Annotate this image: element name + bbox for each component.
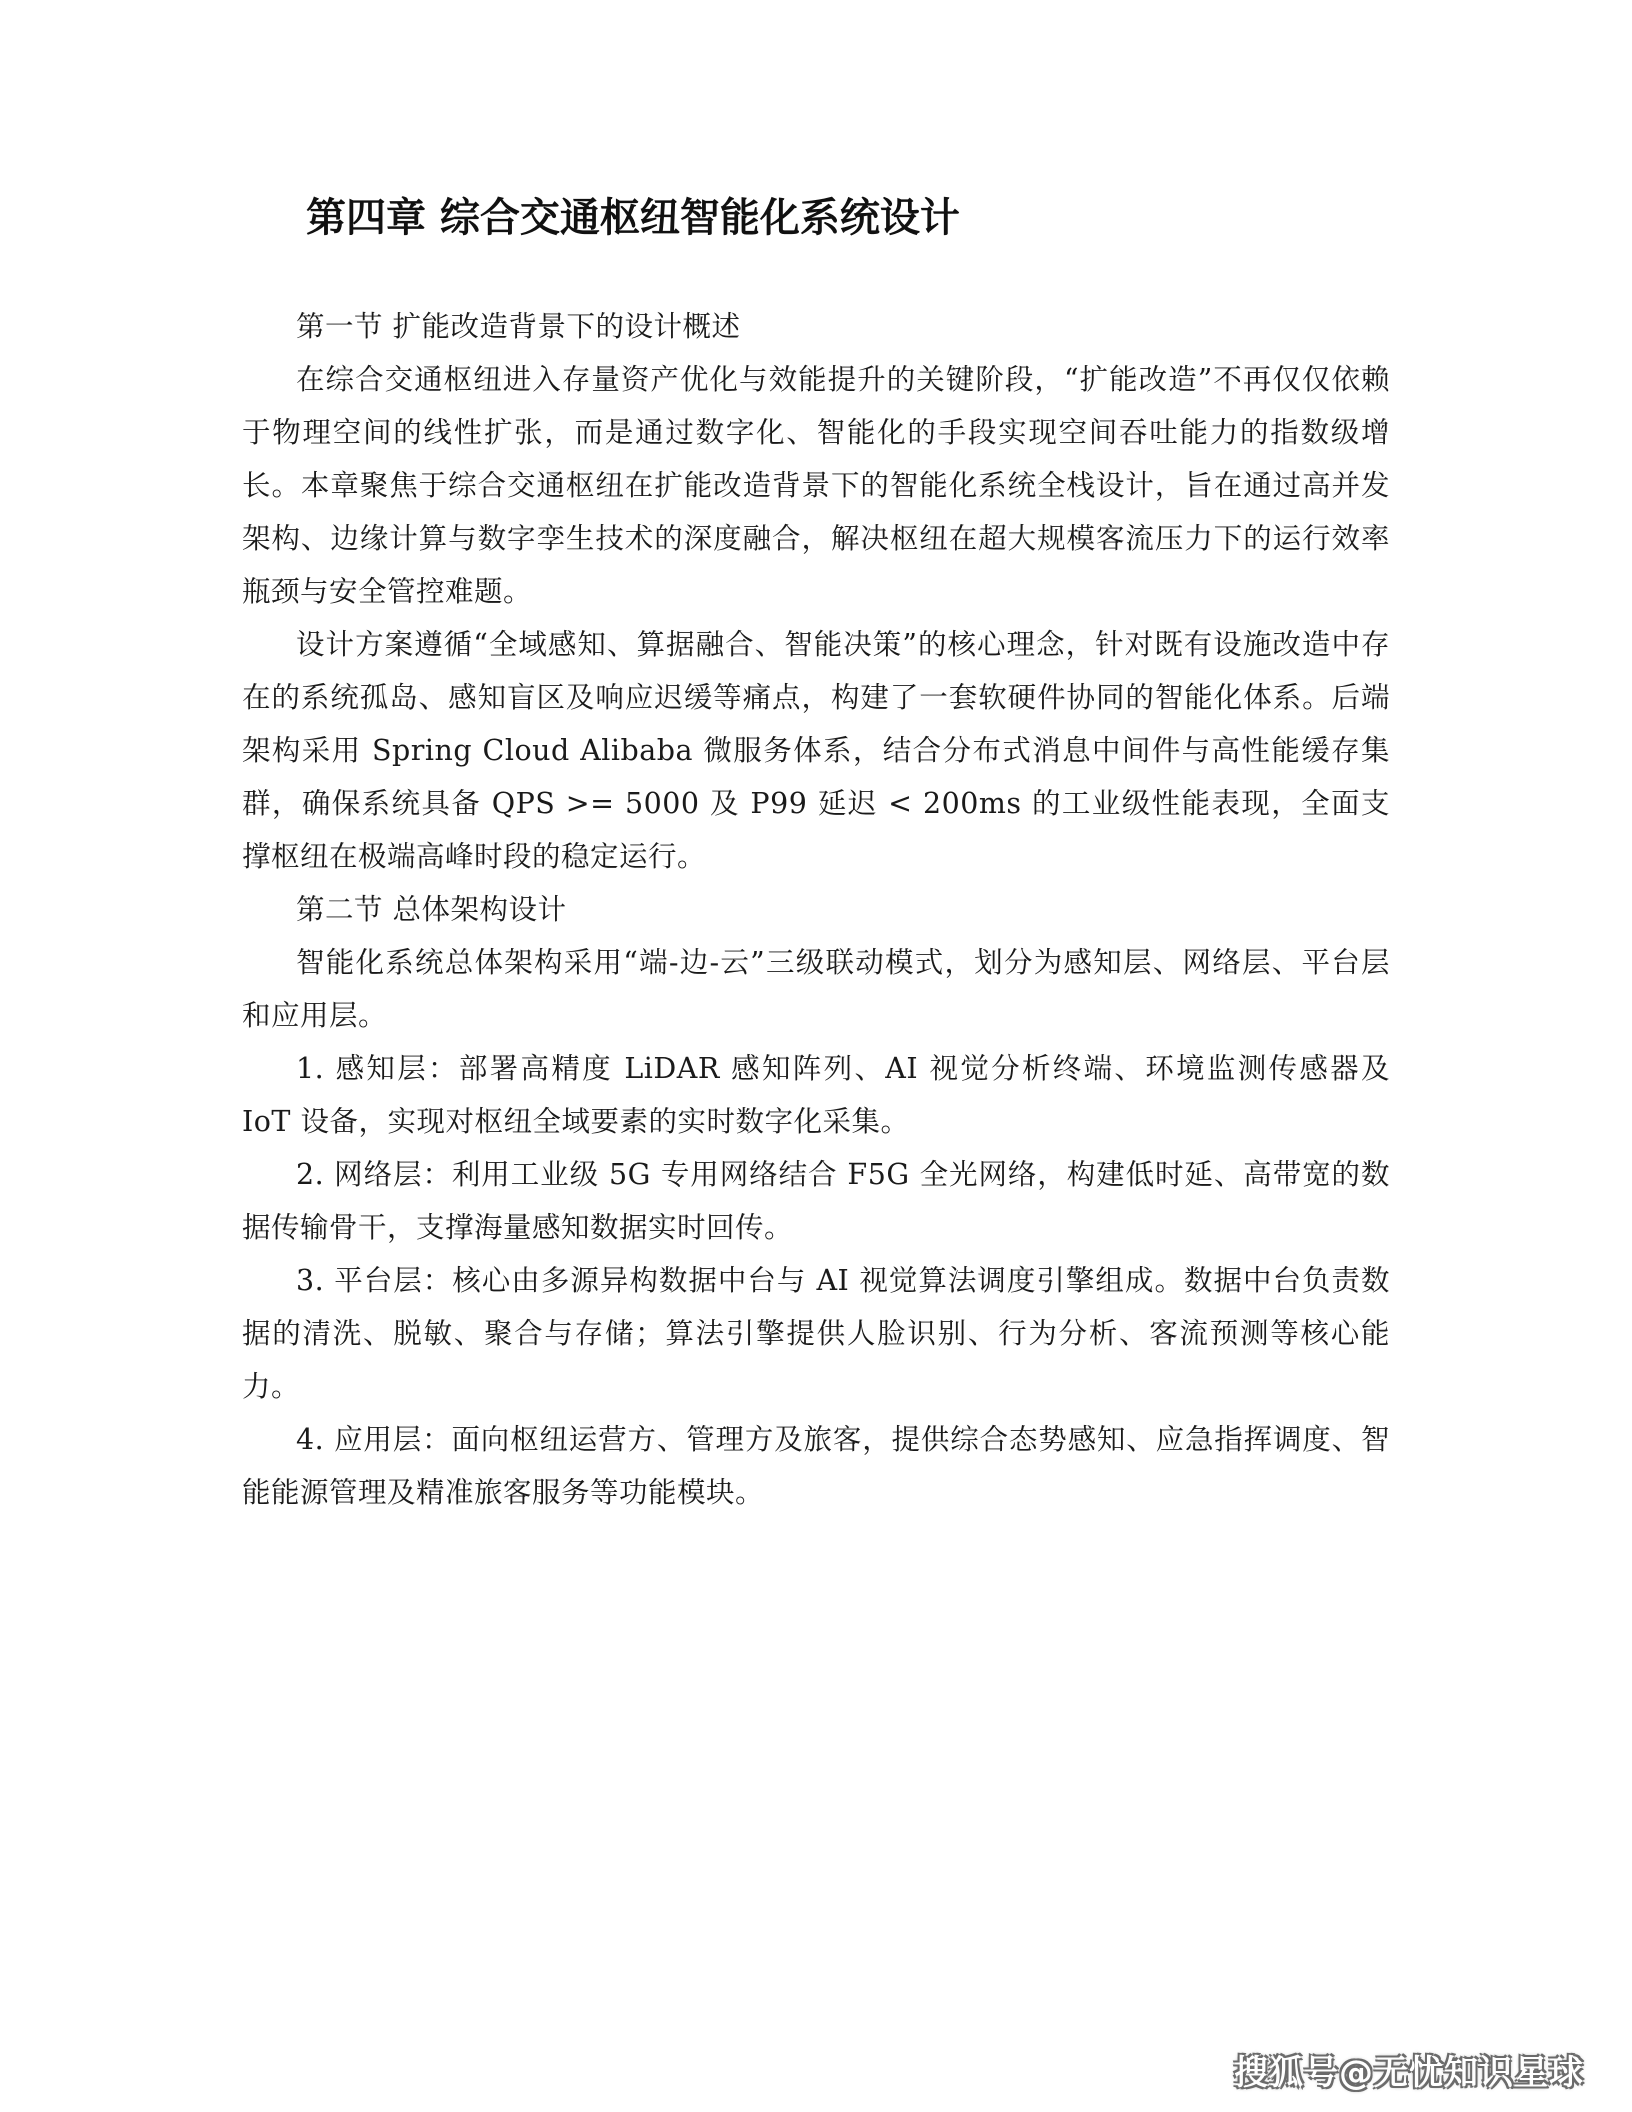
list-item: 4. 应用层：面向枢纽运营方、管理方及旅客，提供综合态势感知、应急指挥调度、智能能源管理及精准旅客服务等功能模块。	[242, 1423, 1390, 1509]
watermark: 搜狐号@无忧知识星球	[1234, 2053, 1584, 2093]
list-item: 1. 感知层：部署高精度 LiDAR 感知阵列、AI 视觉分析终端、环境监测传感器及 IoT 设备，实现对枢纽全域要素的实时数字化采集。	[242, 1052, 1390, 1138]
paragraph: 智能化系统总体架构采用“端-边-云”三级联动模式，划分为感知层、网络层、平台层和应用层。	[242, 946, 1390, 1032]
section-heading-1: 第一节 扩能改造背景下的设计概述	[296, 310, 741, 343]
list-item: 2. 网络层：利用工业级 5G 专用网络结合 F5G 全光网络，构建低时延、高带宽的数据传输骨干，支撑海量感知数据实时回传。	[242, 1158, 1390, 1244]
paragraph: 设计方案遵循“全域感知、算据融合、智能决策”的核心理念，针对既有设施改造中存在的系统孤岛、感知盲区及响应迟缓等痛点，构建了一套软硬件协同的智能化体系。后端架构采用 Spring Cloud Alibaba 微服务体系，结合分布式消息中间件与高性能缓存集群，确保系统具备 QPS >= 5000 及 P99 延迟 < 200ms 的工业级性能表现，全面支撑枢纽在极端高峰时段的稳定运行。	[242, 628, 1390, 873]
chapter-title: 第四章 综合交通枢纽智能化系统设计	[306, 195, 960, 241]
list-item: 3. 平台层：核心由多源异构数据中台与 AI 视觉算法调度引擎组成。数据中台负责数据的清洗、脱敏、聚合与存储；算法引擎提供人脸识别、行为分析、客流预测等核心能力。	[242, 1264, 1390, 1403]
document-body	[242, 300, 1390, 1519]
paragraph: 在综合交通枢纽进入存量资产优化与效能提升的关键阶段，“扩能改造”不再仅仅依赖于物理空间的线性扩张，而是通过数字化、智能化的手段实现空间吞吐能力的指数级增长。本章聚焦于综合交通枢纽在扩能改造背景下的智能化系统全栈设计，旨在通过高并发架构、边缘计算与数字孪生技术的深度融合，解决枢纽在超大规模客流压力下的运行效率瓶颈与安全管控难题。	[242, 363, 1390, 608]
section-heading-2: 第二节 总体架构设计	[296, 893, 567, 926]
